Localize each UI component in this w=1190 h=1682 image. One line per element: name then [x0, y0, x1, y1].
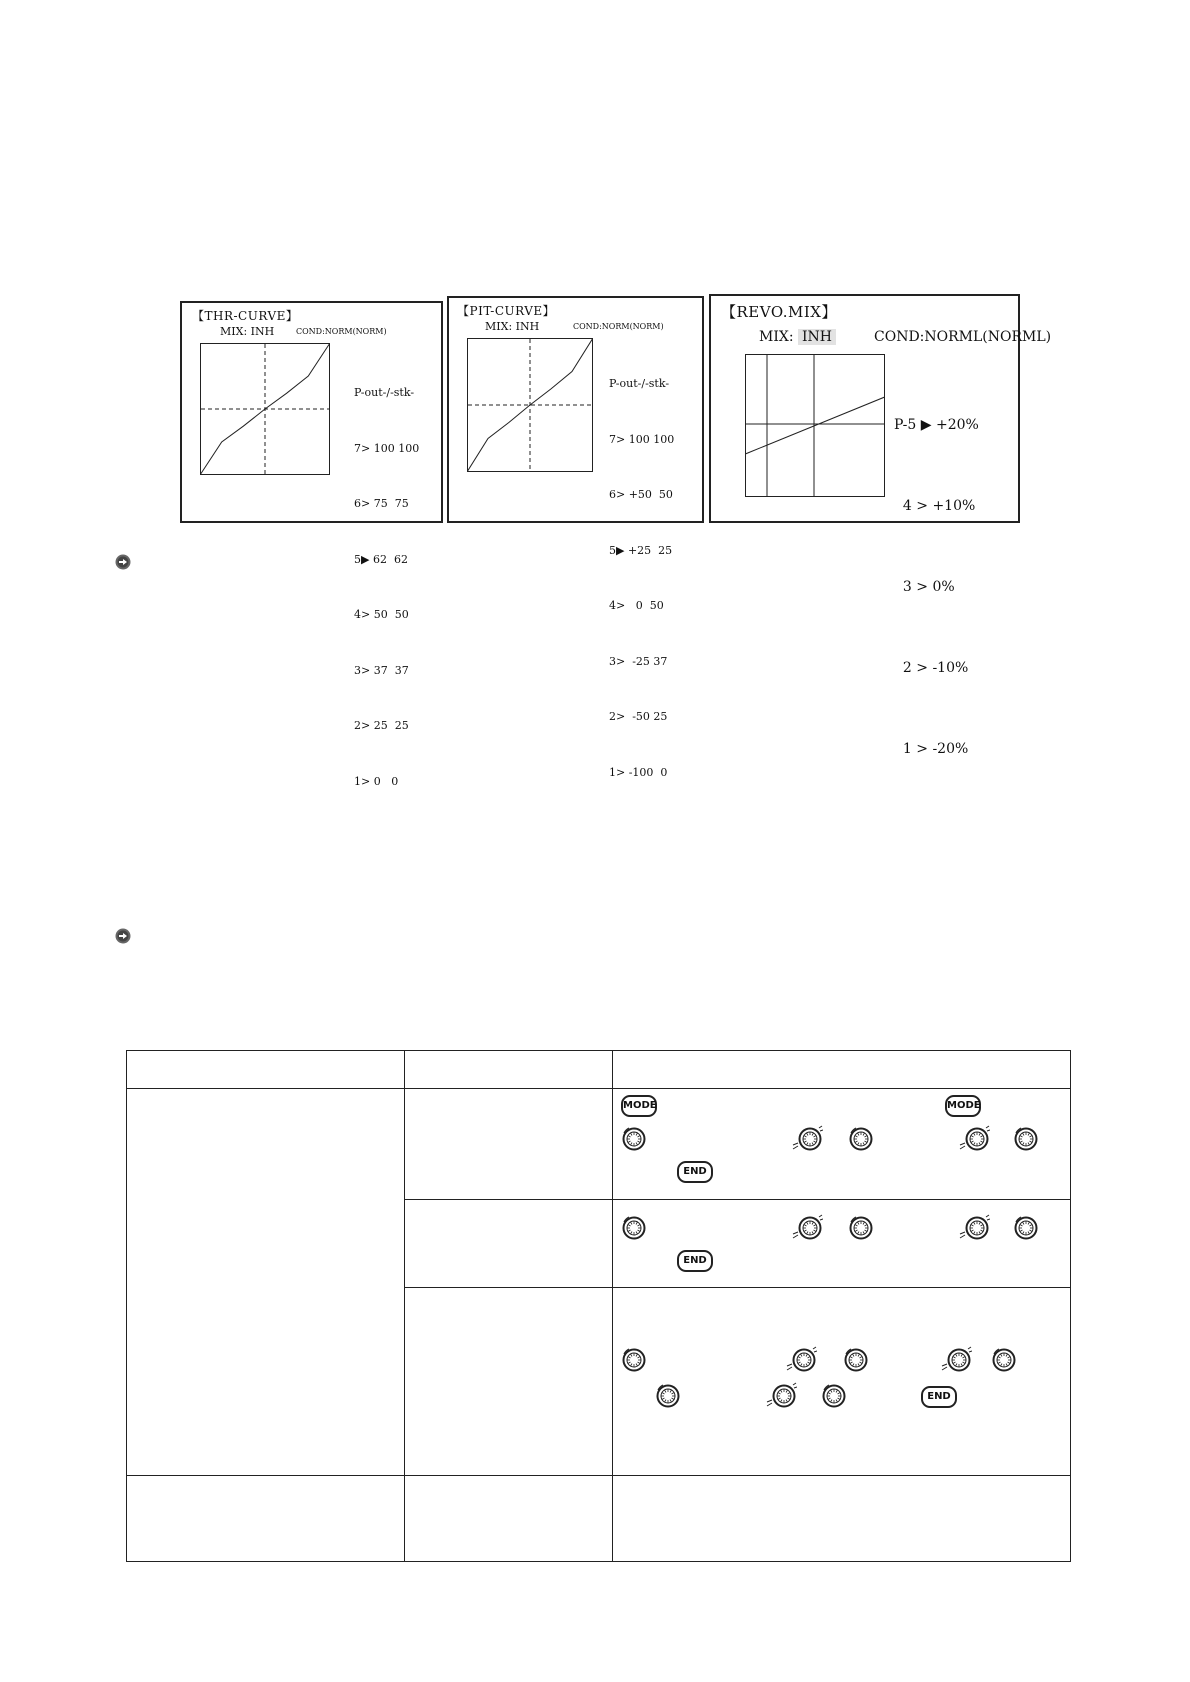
revo-point-4: 4 > +10% — [894, 498, 976, 514]
pit-curve-points — [609, 338, 674, 819]
table-header-row — [127, 1051, 1071, 1089]
dial-active-icon — [791, 1125, 823, 1153]
pit-point-3: 3> -25 37 — [609, 654, 668, 668]
end-key-icon: END — [677, 1161, 713, 1183]
dial-icon — [621, 1125, 647, 1151]
table-cell — [613, 1288, 1071, 1476]
table-header-cell — [405, 1051, 613, 1089]
dial-icon — [1013, 1214, 1039, 1240]
revo-point-2: 2 > -10% — [894, 660, 969, 676]
pit-mix-label: MIX: INH — [485, 320, 540, 333]
table-cell — [127, 1476, 405, 1562]
pit-point-4: 4> 0 50 — [609, 599, 664, 612]
thr-curve-line — [200, 343, 330, 475]
pit-point-5: 5▶ +25 25 — [609, 543, 673, 557]
thr-curve-screen — [180, 301, 443, 788]
thr-mix-label: MIX: INH — [220, 325, 275, 338]
thr-header: P-out-/-stk- — [354, 386, 415, 399]
thr-point-6: 6> 75 75 — [354, 497, 409, 510]
pit-header: P-out-/-stk- — [609, 377, 670, 390]
dial-icon — [991, 1346, 1017, 1372]
table-cell — [613, 1089, 1071, 1200]
table-row — [127, 1089, 1071, 1200]
dial-icon — [848, 1125, 874, 1151]
revo-mix-value[interactable]: INH — [798, 329, 836, 345]
revo-mix-points — [894, 358, 979, 817]
revo-point-5: P-5 ▶ +20% — [894, 417, 979, 433]
end-key-icon: END — [921, 1386, 957, 1408]
mode-key-icon: MODE — [621, 1095, 657, 1117]
table-cell — [405, 1200, 613, 1288]
dial-icon — [621, 1214, 647, 1240]
pit-point-7: 7> 100 100 — [609, 432, 675, 446]
dial-icon — [655, 1382, 681, 1408]
arrow-circle-icon — [115, 928, 131, 944]
dial-icon — [848, 1214, 874, 1240]
revo-point-1: 1 > -20% — [894, 741, 969, 757]
end-key-icon: END — [677, 1250, 713, 1272]
thr-point-2: 2> 25 25 — [354, 719, 409, 732]
table-cell — [613, 1200, 1071, 1288]
pit-point-2: 2> -50 25 — [609, 710, 668, 723]
pit-curve-screen — [447, 296, 704, 779]
pit-point-1: 1> -100 0 — [609, 765, 668, 779]
pit-curve-graph — [467, 338, 593, 472]
dial-active-icon — [940, 1346, 972, 1374]
table-cell — [127, 1089, 405, 1476]
dial-active-icon — [791, 1214, 823, 1242]
pit-point-6: 6> +50 50 — [609, 488, 673, 501]
mode-key-icon: MODE — [945, 1095, 981, 1117]
operation-table — [126, 1050, 1071, 1562]
dial-active-icon — [765, 1382, 797, 1410]
table-cell — [405, 1288, 613, 1476]
table-header-cell — [127, 1051, 405, 1089]
thr-point-5: 5▶ 62 62 — [354, 552, 408, 566]
revo-mix-graph — [745, 354, 885, 497]
thr-point-4: 4> 50 50 — [354, 608, 409, 621]
revo-mix-screen — [709, 294, 1052, 757]
pit-cond-label: COND:NORM(NORM) — [573, 322, 664, 331]
dial-active-icon — [958, 1214, 990, 1242]
revo-mix-label: MIX: — [759, 329, 794, 345]
pit-curve-title: 【PIT-CURVE】 — [457, 304, 556, 318]
revo-mix-title: 【REVO.MIX】 — [721, 303, 837, 321]
thr-curve-graph — [200, 343, 330, 475]
dial-icon — [843, 1346, 869, 1372]
table-header-cell — [613, 1051, 1071, 1089]
revo-mix-line — [745, 397, 885, 454]
dial-icon — [821, 1382, 847, 1408]
dial-active-icon — [785, 1346, 817, 1374]
thr-cond-label: COND:NORM(NORM) — [296, 327, 387, 336]
thr-point-3: 3> 37 37 — [354, 663, 409, 677]
table-cell — [613, 1476, 1071, 1562]
thr-curve-title: 【THR-CURVE】 — [192, 309, 299, 323]
thr-curve-points — [354, 347, 419, 828]
thr-point-1: 1> 0 0 — [354, 774, 399, 788]
revo-point-3: 3 > 0% — [894, 579, 955, 595]
arrow-circle-icon — [115, 554, 131, 570]
dial-active-icon — [958, 1125, 990, 1153]
revo-cond-label: COND:NORML(NORML) — [874, 329, 1052, 345]
table-cell — [405, 1476, 613, 1562]
table-row — [127, 1476, 1071, 1562]
revo-mix-field — [759, 329, 836, 345]
dial-icon — [1013, 1125, 1039, 1151]
table-cell — [405, 1089, 613, 1200]
dial-icon — [621, 1346, 647, 1372]
thr-point-7: 7> 100 100 — [354, 441, 420, 455]
